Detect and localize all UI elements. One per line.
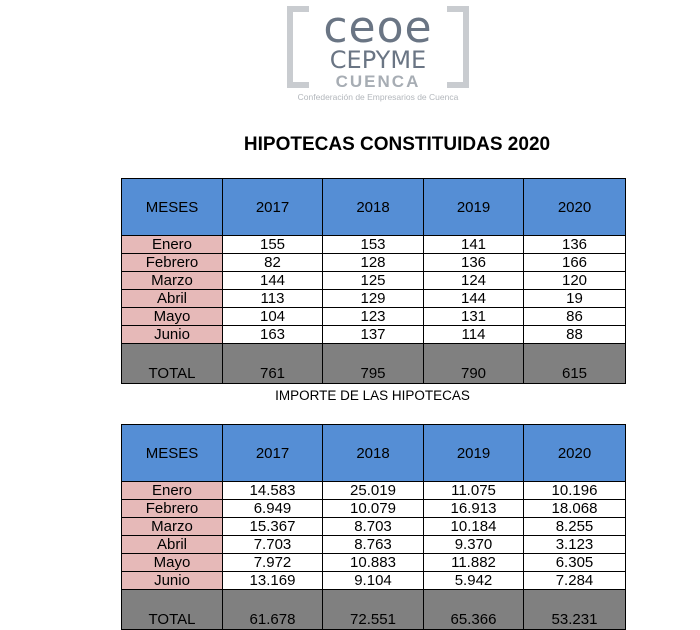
total-cell: 72.551 <box>323 590 424 630</box>
value-cell: 10.883 <box>323 554 424 572</box>
value-cell: 88 <box>524 326 626 344</box>
table-row <box>122 326 626 344</box>
value-cell: 9.370 <box>424 536 524 554</box>
ceoe-cepyme-logo <box>287 4 469 104</box>
column-header: MESES <box>122 425 223 482</box>
value-cell: 19 <box>524 290 626 308</box>
table-row <box>122 536 626 554</box>
total-label: TOTAL <box>122 590 223 630</box>
total-cell: 61.678 <box>223 590 323 630</box>
logo-cuenca-text: CUENCA <box>335 72 421 91</box>
table-row <box>122 254 626 272</box>
value-cell: 18.068 <box>524 500 626 518</box>
table-row <box>122 554 626 572</box>
value-cell: 125 <box>323 272 424 290</box>
table-row <box>122 572 626 590</box>
value-cell: 113 <box>223 290 323 308</box>
month-cell: Marzo <box>122 518 223 536</box>
month-cell: Junio <box>122 572 223 590</box>
column-header: MESES <box>122 179 223 236</box>
column-header: 2018 <box>323 425 424 482</box>
value-cell: 124 <box>424 272 524 290</box>
total-cell: 65.366 <box>424 590 524 630</box>
section-subtitle: IMPORTE DE LAS HIPOTECAS <box>275 388 470 403</box>
value-cell: 8.763 <box>323 536 424 554</box>
month-cell: Junio <box>122 326 223 344</box>
value-cell: 13.169 <box>223 572 323 590</box>
mortgages-count-table <box>121 178 626 384</box>
mortgages-amount-table <box>121 424 626 630</box>
value-cell: 153 <box>323 236 424 254</box>
table-row <box>122 236 626 254</box>
column-header: 2018 <box>323 179 424 236</box>
total-label: TOTAL <box>122 344 223 384</box>
total-cell: 761 <box>223 344 323 384</box>
value-cell: 82 <box>223 254 323 272</box>
value-cell: 7.284 <box>524 572 626 590</box>
logo-ceoe-text: ceoe <box>323 2 433 53</box>
column-header: 2020 <box>524 179 626 236</box>
value-cell: 137 <box>323 326 424 344</box>
value-cell: 10.196 <box>524 482 626 500</box>
value-cell: 25.019 <box>323 482 424 500</box>
value-cell: 163 <box>223 326 323 344</box>
value-cell: 6.305 <box>524 554 626 572</box>
value-cell: 16.913 <box>424 500 524 518</box>
month-cell: Enero <box>122 482 223 500</box>
value-cell: 8.255 <box>524 518 626 536</box>
logo-right-bracket <box>447 6 469 88</box>
column-header: 2020 <box>524 425 626 482</box>
month-cell: Marzo <box>122 272 223 290</box>
total-cell: 795 <box>323 344 424 384</box>
value-cell: 14.583 <box>223 482 323 500</box>
month-cell: Abril <box>122 290 223 308</box>
logo-tagline: Confederación de Empresarios de Cuenca <box>297 92 459 102</box>
total-row <box>122 590 626 630</box>
value-cell: 141 <box>424 236 524 254</box>
value-cell: 10.184 <box>424 518 524 536</box>
month-cell: Enero <box>122 236 223 254</box>
column-header: 2017 <box>223 425 323 482</box>
value-cell: 7.972 <box>223 554 323 572</box>
table-row <box>122 272 626 290</box>
value-cell: 11.882 <box>424 554 524 572</box>
month-cell: Febrero <box>122 254 223 272</box>
table-header-row <box>122 179 626 236</box>
month-cell: Febrero <box>122 500 223 518</box>
value-cell: 128 <box>323 254 424 272</box>
value-cell: 6.949 <box>223 500 323 518</box>
value-cell: 131 <box>424 308 524 326</box>
logo-left-bracket <box>287 6 309 88</box>
value-cell: 9.104 <box>323 572 424 590</box>
total-cell: 53.231 <box>524 590 626 630</box>
value-cell: 123 <box>323 308 424 326</box>
value-cell: 144 <box>223 272 323 290</box>
value-cell: 10.079 <box>323 500 424 518</box>
value-cell: 86 <box>524 308 626 326</box>
month-cell: Mayo <box>122 554 223 572</box>
value-cell: 11.075 <box>424 482 524 500</box>
value-cell: 155 <box>223 236 323 254</box>
value-cell: 7.703 <box>223 536 323 554</box>
value-cell: 104 <box>223 308 323 326</box>
table-row <box>122 500 626 518</box>
value-cell: 120 <box>524 272 626 290</box>
value-cell: 166 <box>524 254 626 272</box>
value-cell: 15.367 <box>223 518 323 536</box>
value-cell: 114 <box>424 326 524 344</box>
month-cell: Mayo <box>122 308 223 326</box>
logo-cepyme-text: CEPYME <box>329 46 427 74</box>
total-cell: 790 <box>424 344 524 384</box>
column-header: 2017 <box>223 179 323 236</box>
column-header: 2019 <box>424 425 524 482</box>
value-cell: 136 <box>424 254 524 272</box>
value-cell: 8.703 <box>323 518 424 536</box>
value-cell: 5.942 <box>424 572 524 590</box>
table-row <box>122 482 626 500</box>
table-row <box>122 290 626 308</box>
total-row <box>122 344 626 384</box>
value-cell: 144 <box>424 290 524 308</box>
value-cell: 129 <box>323 290 424 308</box>
column-header: 2019 <box>424 179 524 236</box>
page-title: HIPOTECAS CONSTITUIDAS 2020 <box>243 134 551 155</box>
total-cell: 615 <box>524 344 626 384</box>
table-header-row <box>122 425 626 482</box>
value-cell: 3.123 <box>524 536 626 554</box>
table-row <box>122 308 626 326</box>
month-cell: Abril <box>122 536 223 554</box>
value-cell: 136 <box>524 236 626 254</box>
table-row <box>122 518 626 536</box>
